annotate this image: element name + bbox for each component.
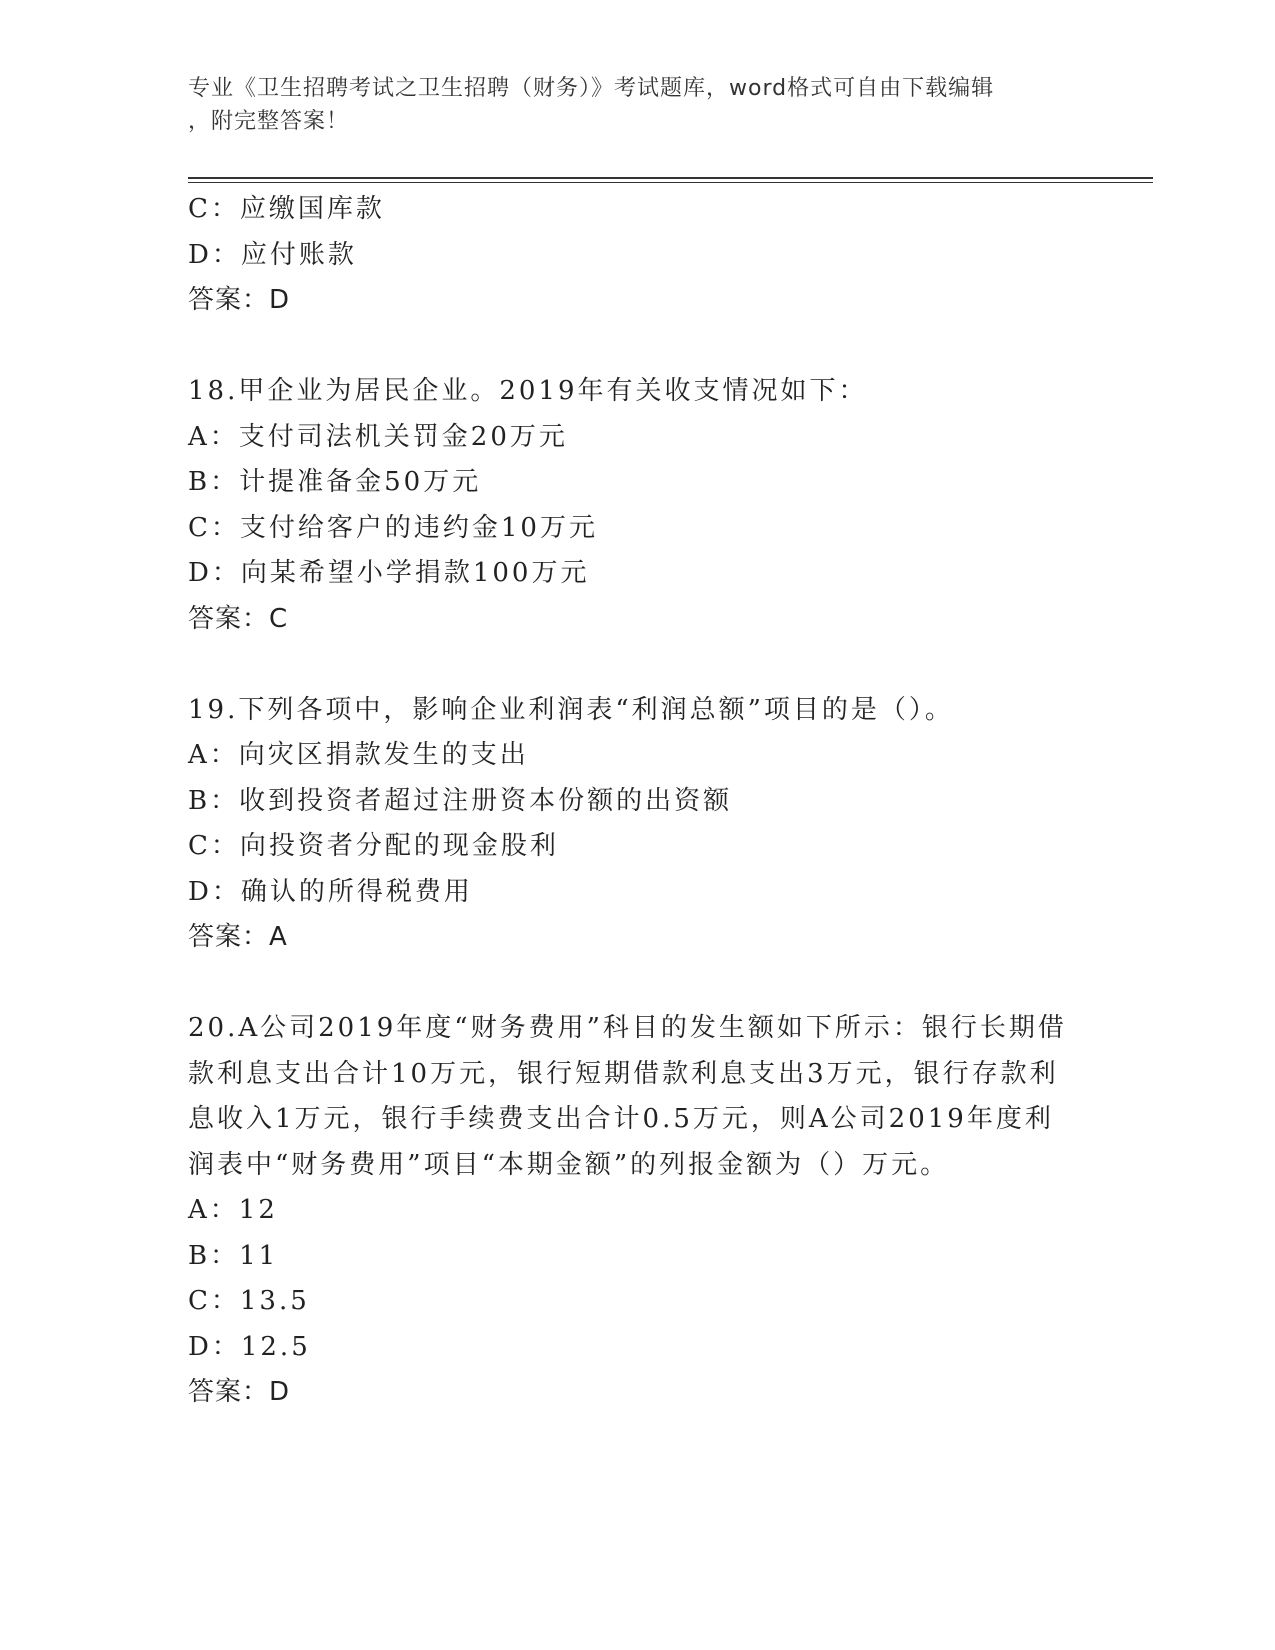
q20-option-c: C：13.5 bbox=[188, 1286, 310, 1316]
q19-stem: 19.下列各项中，影响企业利润表“利润总额”项目的是（）。 bbox=[188, 694, 954, 725]
q19-option-c: C：向投资者分配的现金股利 bbox=[188, 831, 559, 861]
question-20-block bbox=[188, 1006, 1093, 1416]
q19-option-a: A：向灾区捐款发生的支出 bbox=[188, 740, 529, 770]
q18-option-d: D：向某希望小学捐款100万元 bbox=[188, 558, 590, 588]
q18-option-a: A：支付司法机关罚金20万元 bbox=[188, 421, 568, 452]
q20-option-b: B：11 bbox=[188, 1240, 279, 1271]
q20-stem-line-2: 款利息支出合计10万元，银行短期借款利息支出3万元，银行存款利 bbox=[188, 1058, 1059, 1089]
q17-answer: 答案：D bbox=[188, 285, 291, 315]
header-line-2: ，附完整答案！ bbox=[188, 109, 350, 134]
question-17-block bbox=[188, 187, 1093, 324]
q18-option-b: B：计提准备金50万元 bbox=[188, 467, 482, 497]
header-divider-thin bbox=[188, 182, 1153, 183]
q18-stem: 18.甲企业为居民企业。2019年有关收支情况如下： bbox=[188, 376, 868, 406]
question-18-block bbox=[188, 369, 1093, 642]
q20-answer: 答案：D bbox=[188, 1377, 291, 1407]
question-content bbox=[188, 187, 1093, 1416]
q20-stem-line-3: 息收入1万元，银行手续费支出合计0.5万元，则A公司2019年度利 bbox=[188, 1104, 1054, 1134]
question-spacer bbox=[188, 961, 1093, 1007]
q19-option-d: D：确认的所得税费用 bbox=[188, 876, 473, 907]
q18-answer: 答案：C bbox=[188, 603, 289, 634]
question-spacer bbox=[188, 324, 1093, 370]
q20-option-d: D：12.5 bbox=[188, 1331, 311, 1362]
document-header bbox=[188, 72, 1068, 138]
header-line-1: 专业《卫生招聘考试之卫生招聘（财务）》考试题库，word格式可自由下载编辑 bbox=[188, 76, 995, 101]
question-spacer bbox=[188, 642, 1093, 688]
q20-stem-line-4: 润表中“财务费用”项目“本期金额”的列报金额为（）万元。 bbox=[188, 1149, 950, 1180]
q18-option-c: C：支付给客户的违约金10万元 bbox=[188, 512, 598, 543]
q20-option-a: A：12 bbox=[188, 1195, 278, 1225]
q20-stem-line-1: 20.A公司2019年度“财务费用”科目的发生额如下所示：银行长期借 bbox=[188, 1013, 1067, 1043]
q17-option-d: D：应付账款 bbox=[188, 239, 357, 270]
q19-answer: 答案：A bbox=[188, 922, 288, 952]
question-19-block bbox=[188, 688, 1093, 961]
q19-option-b: B：收到投资者超过注册资本份额的出资额 bbox=[188, 785, 733, 816]
header-divider-thick bbox=[188, 177, 1153, 179]
q17-option-c: C：应缴国库款 bbox=[188, 194, 385, 224]
